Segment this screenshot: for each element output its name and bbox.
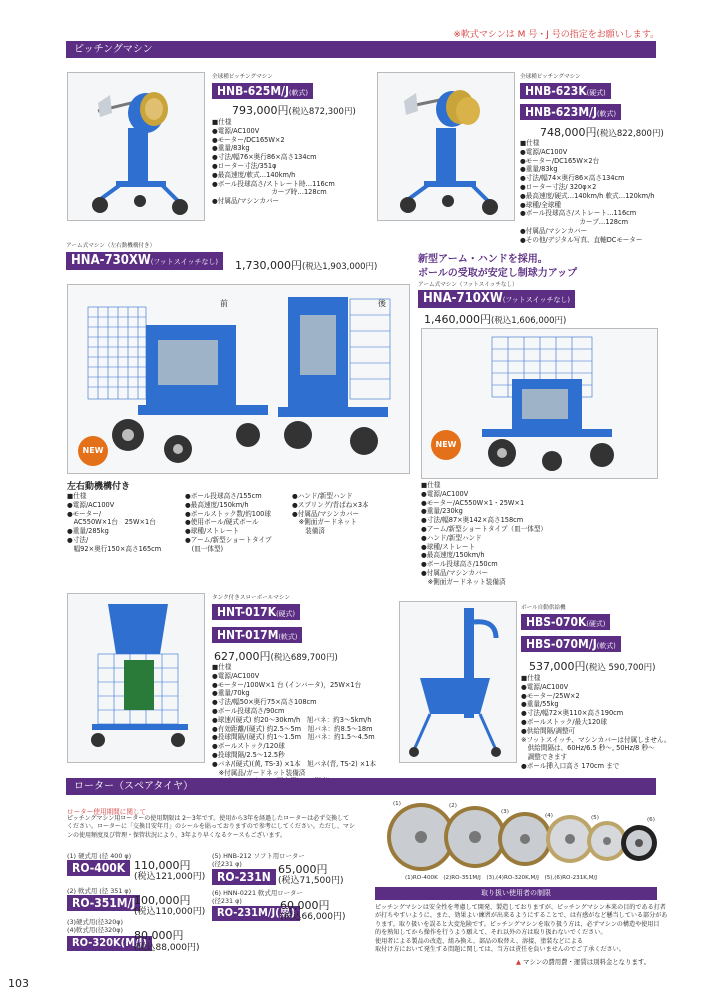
hbs070-spec-line: ●寸法/幅72×奥110×高さ190cm: [521, 709, 624, 718]
hbs070k-variant: (硬式): [586, 620, 606, 628]
ro351mj-badge: RO-351M/J: [67, 895, 140, 911]
hna730-spec-line: ●寸法/: [67, 535, 89, 544]
hnb623-spec-line: ●ローター寸法/ 320φ×2: [520, 182, 597, 191]
ro320-tax: (税込88,000円): [134, 943, 200, 953]
hna710-spec-line: ●ボール投球高さ/150cm: [421, 560, 498, 569]
hna730-spec-line: ●電源/AC100V: [67, 500, 115, 509]
hna730-specs-col3: [292, 492, 369, 536]
hnb625-spec-line: ●ボール投球高さ/ストレート時…116cm: [212, 179, 335, 188]
hbs070k-badge: [521, 614, 610, 630]
hnb625-model: HNB-625M/J: [217, 84, 290, 98]
hnt017-tax-price: (税込689,700円): [270, 653, 338, 663]
hbs070-spec-line: ●ボールストック/最大120球: [521, 717, 607, 726]
hnb623-photo: [377, 72, 515, 221]
wheel-caption: (1)RO-400K (2)RO-351M/J (3),(4)RO-320K,M/J (5),(6)RO-231K,M/J: [405, 875, 598, 881]
hna730-variant: (フットスイッチなし): [150, 258, 218, 266]
hnt017-spec-line: ●球速/(硬式) 約20～30km/h 旭バネ：約3～5km/h: [212, 715, 372, 724]
hnb625-spec-line: ●付属品/マシンカバー: [212, 197, 280, 206]
wheel-2: [444, 806, 506, 868]
hnb623mj-model: HNB-623M/J: [525, 105, 598, 119]
ro231mj-badge: RO-231M/J(黒): [212, 906, 300, 921]
hna710-headline2: ボールの受取が安定し制球力アップ: [418, 268, 578, 279]
hna710-model: HNA-710XW: [423, 291, 503, 306]
hna730-spec-line: ■仕様: [67, 492, 87, 500]
wheel-label-4: (4): [545, 813, 553, 819]
hnb625-type-label: 全球種ピッチングマシン: [212, 74, 273, 80]
ro320-desc2: (4)軟式用(径320φ): [67, 926, 124, 934]
hna730-spec-line: 幅92×奥行150×高さ165cm: [67, 544, 162, 553]
hbs070-spec-line: ●電源/AC100V: [521, 682, 569, 691]
wheel-label-5: (5): [591, 815, 599, 821]
notice-text: [375, 904, 667, 954]
hna710-headline1: 新型アーム・ハンドを採用。: [418, 254, 548, 265]
notice-title: 取り扱い使用者の制限: [375, 887, 657, 900]
roller-usage-line: ンの使用頻度及び管理・保管状況により、3年より早くなるケースもございます。: [67, 831, 287, 839]
hnt017-spec-line: ●ボール投球高さ/90cm: [212, 706, 285, 715]
hnt017-spec-line: ●電源/AC100V: [212, 671, 260, 680]
hna730-spec-line: ●モーター/: [67, 509, 102, 518]
hnb623-type-label: 全球種ピッチングマシン: [520, 74, 581, 80]
hnb623k-badge: [520, 83, 611, 99]
wheel-4: [546, 815, 594, 863]
hnt017m-variant: (軟式): [278, 633, 298, 641]
hbs070-spec-line: ●供給間隔/調整可: [521, 726, 576, 735]
hnt017m-model: HNT-017M: [217, 628, 279, 642]
hna730-front-label: 前: [220, 299, 228, 308]
notice-warning: [516, 957, 650, 966]
hnt017-photo: [67, 593, 205, 763]
ro231n-price: 65,000円: [278, 863, 328, 876]
hna710-spec-line: ■仕様: [421, 481, 441, 489]
hna710-type-label: アーム式マシン（フットスイッチなし）: [418, 282, 518, 288]
hna730-price: 1,730,000円: [235, 259, 302, 272]
ro231n-badge: RO-231N: [212, 869, 276, 885]
ro320-price: 80,000円: [134, 929, 184, 942]
hnb623-spec-line: ●ボール投球高さ/ストレート…116cm: [520, 209, 637, 218]
notice-line: 取付け方において発生する問題に関しては、当方は責任を負いませんのでご了承ください。: [375, 946, 625, 954]
warning-icon: ▲: [516, 958, 521, 966]
hnb623mj-variant: (軟式): [597, 110, 616, 118]
hnb625-spec-line: カーブ時…128cm: [212, 188, 327, 197]
notice-line: が打ちやすいように、また、効果よい練習が出来るようにすることで、は有感がなど懸当している部分があ: [375, 912, 668, 920]
hna710-spec-line: ●ハンド/新型ハンド: [421, 533, 482, 542]
roller-usage-title: ローター使用期間に関して: [67, 808, 147, 816]
hna710-photo: [421, 328, 658, 479]
ro351mj-desc: (2) 軟式用 (径 351 φ): [67, 887, 132, 895]
hna730-spec-line: ●重量/285kg: [67, 527, 109, 536]
hna730-caption: 左右動機構付き: [67, 482, 131, 492]
hnt017k-model: HNT-017K: [217, 605, 277, 619]
hbs070mj-variant: (軟式): [596, 642, 616, 650]
hnt017k-badge: [212, 604, 300, 620]
hnb625-price: 793,000円: [232, 104, 289, 117]
hnb625-photo: [67, 72, 205, 221]
ro231n-desc: (5) HNB-212 ソフト用ローター: [212, 852, 305, 860]
hbs070-spec-line: 供給間隔は、60Hz/6.5 秒～, 50Hz/8 秒～: [521, 744, 655, 753]
hna710-spec-line: ●アーム/新型ショートタイプ（皿一体型）: [421, 524, 548, 533]
hbs070k-model: HBS-070K: [526, 615, 587, 629]
hnb623-specs: [520, 139, 654, 245]
ro320-badge: RO-320K(M/J): [67, 936, 152, 951]
wheel-5: [587, 821, 627, 861]
ro400k-tax: (税込121,000円): [134, 872, 206, 882]
hnb625-spec-line: ●最高速度/軟式…140km/h: [212, 170, 296, 179]
hnt017-spec-line: ●投球間隔/2.5～12.5秒: [212, 750, 285, 759]
hnb625-spec-line: ●寸法/幅76×奥行86×高さ134cm: [212, 153, 317, 162]
hna710-price-line: [424, 311, 566, 327]
hnb623-price-line: [540, 124, 664, 140]
hna710-new-badge: NEW: [431, 430, 461, 460]
hna730-spec-line: ●スプリング/青ばね×3本: [292, 500, 369, 509]
hnt017-spec-line: ※付属品/ガードネット装備済: [212, 768, 306, 777]
hnb623-spec-line: ●寸法/幅74×奥行86×高さ134cm: [520, 174, 625, 183]
hna730-price-line: [235, 257, 377, 273]
hnt017-spec-line: ●投球間隔/(硬式) 約1～1.5m 旭バネ：約1.5～4.5m: [212, 733, 375, 742]
hnb623-spec-line: カーブ…128cm: [520, 218, 629, 227]
hnb623-spec-line: ●その他/デジタル写真、直軸DCモーター: [520, 235, 643, 244]
hbs070-type-label: ボール自動供給機: [521, 605, 566, 611]
hnb625-spec-line: ■仕様: [212, 118, 232, 126]
hnt017-type-label: タンク付きスローボールマシン: [212, 595, 290, 601]
hna730-spec-line: ●使用ボール/硬式ボール: [185, 518, 259, 527]
ro231mj-desc2: (径231 φ): [212, 897, 242, 905]
hbs070-spec-line: ■仕様: [521, 674, 541, 682]
roller-usage-line: ください。ローターに「交換目安年月」のシールを貼っておりますので参考にしてください。ただし、マシ: [67, 823, 355, 831]
hnb623-spec-line: ●球種/全球種: [520, 200, 561, 209]
ro231mj-price: 60,000円: [280, 899, 330, 912]
hna730-spec-line: ●ボール投球高さ/155cm: [185, 492, 262, 500]
hbs070mj-model: HBS-070M/J: [526, 637, 597, 651]
hnb625-spec-line: ●ローター寸法/351φ: [212, 161, 277, 170]
hbs070-price: 537,000円: [529, 660, 586, 673]
hna730-spec-line: ●球種/ストレート: [185, 527, 240, 536]
ro231mj-desc: (6) HNN-0221 軟式用ローター: [212, 889, 303, 897]
hnt017-spec-line: ●重量/70kg: [212, 689, 250, 698]
ro400k-desc: (1) 硬式用 (径 400 φ): [67, 852, 132, 860]
hna710-spec-line: ※側面ガードネット装備済: [421, 577, 506, 586]
hna730-tax-price: (税込1,903,000円): [301, 262, 378, 272]
hna710-tax-price: (税込1,606,000円): [490, 316, 567, 326]
ro320-desc: (3)硬式用(径320φ): [67, 918, 124, 926]
ro400k-badge: RO-400K: [67, 860, 130, 876]
wheel-label-1: (1): [393, 801, 401, 807]
notice-line: ります。取り扱いを誤ると大変危険です。ピッチングマシンを取り扱う方は、必ずマシンの構造や使用目: [375, 920, 660, 928]
hna710-spec-line: ●最高速度/150km/h: [421, 551, 485, 560]
hnt017-spec-line: ●ボールストック/120球: [212, 742, 285, 751]
hna710-specs: [421, 481, 547, 587]
hnt017-specs: [212, 663, 376, 786]
hna730-back-label: 後: [378, 299, 386, 308]
wheel-3: [498, 812, 552, 866]
hnt017-spec-line: ■仕様: [212, 663, 232, 671]
wheel-label-3: (3): [501, 809, 509, 815]
hnb625-tax-price: (税込872,300円): [288, 107, 356, 117]
hna730-model-badge: [66, 252, 223, 270]
section-header-roller: ローター（スペアタイヤ）: [66, 778, 656, 795]
hna730-spec-line: ●付属品/マシンカバー: [292, 509, 360, 518]
hna730-type-label: アーム式マシン（左右動機構付き）: [66, 243, 156, 249]
hnb623-spec-line: ●最高速度/硬式…140km/h 軟式…120km/h: [520, 191, 655, 200]
hbs070-spec-line: ※フットスイッチ、マシンカバーは付属しません。: [521, 735, 671, 744]
hna730-specs-col2: [185, 492, 271, 554]
roller-wheels-image: [385, 797, 657, 883]
hna730-model: HNA-730XW: [71, 253, 151, 268]
hnt017-spec-line: ●有効距離/(硬式) 約2.5～5m 旭バネ：約8.5～18m: [212, 724, 373, 733]
ro351mj-tax: (税込110,000円): [134, 907, 206, 917]
hnb625-spec-line: ●モーター/DC165W×2: [212, 135, 285, 144]
hna730-spec-line: ※側面ガードネット: [292, 518, 357, 527]
hna710-spec-line: ●付属品/マシンカバー: [421, 568, 489, 577]
hbs070-spec-line: ●重量/55kg: [521, 700, 559, 709]
hna710-price: 1,460,000円: [424, 313, 491, 326]
hna730-spec-line: ●アーム/新型ショートタイプ: [185, 535, 272, 544]
notice-line: 的を熟知してから操作を行うよう願えて、それ以外の方は取り扱わないでください。: [375, 929, 607, 937]
hnb623-price: 748,000円: [540, 126, 597, 139]
wheel-label-2: (2): [449, 803, 457, 809]
hnb625-spec-line: ●電源/AC100V: [212, 126, 260, 135]
wheel-label-6: (6): [647, 817, 655, 823]
top-note: ※軟式マシンは M 号・J 号の指定をお願いします。: [453, 30, 659, 40]
ro231n-tax: (税込71,500円): [278, 876, 344, 886]
hna730-spec-line: ●ハンド/新型ハンド: [292, 492, 353, 500]
hnb625-variant: (軟式): [289, 89, 308, 97]
hbs070-spec-line: ●ボール挿入口高さ 170cm まで: [521, 761, 620, 770]
notice-line: ピッチングマシンは安全性を考慮して開発、製造しておりますが、ピッチングマシン本来の目的である打者: [375, 904, 666, 911]
hnb623mj-badge: [520, 104, 621, 120]
notice-warning-text: マシンの費用費・運賃は別料金となります。: [522, 958, 651, 966]
hnb623k-model: HNB-623K: [525, 84, 587, 98]
hna730-spec-line: AC550W×1台 25W×1台: [67, 518, 156, 527]
hbs070-spec-line: 調整できます: [521, 753, 568, 762]
hnb623-spec-line: ●電源/AC100V: [520, 147, 568, 156]
hbs070-price-line: [529, 658, 655, 674]
hnb623-spec-line: ●重量/83kg: [520, 165, 558, 174]
hnb623-spec-line: ●付属品/マシンカバー: [520, 226, 588, 235]
ro231mj-tax: (税込66,000円): [280, 912, 346, 922]
roller-usage-line: ピッチングマシン用ローターの使用期限は 2～3年です。使用から3年を経過したローターは必ず交換して: [67, 815, 350, 822]
hna710-variant: (フットスイッチなし): [502, 296, 570, 304]
hna730-spec-line: 装備済: [292, 527, 325, 536]
hnt017-spec-line: ●モーター/100W×1 台 (インバータ)，25W×1台: [212, 680, 362, 689]
hna730-specs-col1: [67, 492, 161, 554]
hna710-spec-line: ●電源/AC100V: [421, 489, 469, 498]
hna710-spec-line: ●寸法/幅87×奥142×高さ158cm: [421, 516, 524, 525]
hnt017k-variant: (硬式): [276, 610, 295, 618]
hnb623-spec-line: ■仕様: [520, 139, 540, 147]
hna730-new-badge: NEW: [78, 436, 108, 466]
hbs070-specs: [521, 674, 671, 771]
hnt017-price: 627,000円: [214, 650, 271, 663]
ro351mj-price: 100,000円: [134, 894, 191, 907]
hnb625-price-line: [232, 102, 356, 118]
hna710-spec-line: ●モーター/AC550W×1・25W×1: [421, 498, 525, 507]
hbs070-photo: [399, 601, 517, 763]
hnt017m-badge: [212, 627, 302, 643]
hna710-model-badge: [418, 290, 575, 308]
hna730-spec-line: ●ボールストック数/約100球: [185, 509, 271, 518]
hna710-spec-line: ●重量/230kg: [421, 507, 463, 516]
hnb623k-variant: (硬式): [586, 89, 606, 97]
hna730-spec-line: (皿一体型): [185, 544, 224, 553]
ro400k-price: 110,000円: [134, 859, 191, 872]
hnb623-tax-price: (税込822,800円): [596, 129, 664, 139]
hnt017-price-line: [214, 648, 338, 664]
wheel-6: [621, 825, 657, 861]
hnt017-spec-line: ●バネ/(硬式)(黄, TS-3) ×1本 旭バネ(青, TS-2) ×1本: [212, 759, 377, 768]
hbs070-tax-price: (税込 590,700円): [585, 663, 656, 673]
section-header-pitching: ピッチングマシン: [66, 41, 656, 58]
notice-line: 使用者による製品の改造、組み換え、部品の取替え、溶接、塗装などによる: [375, 937, 583, 945]
hbs070mj-badge: [521, 636, 621, 652]
roller-usage-text: [67, 815, 355, 840]
hnb625-spec-line: ●重量/83kg: [212, 144, 250, 153]
hna710-spec-line: ●球種/ストレート: [421, 542, 476, 551]
hna730-spec-line: ●最高速度/150km/h: [185, 500, 249, 509]
hna730-photo: [67, 284, 410, 474]
hnt017-spec-line: ●寸法/幅50×奥行75×高さ108cm: [212, 698, 317, 707]
hnb623-spec-line: ●モーター/DC165W×2台: [520, 156, 600, 165]
hbs070-spec-line: ●モーター/25W×2: [521, 691, 580, 700]
ro231n-desc2: (径231 φ): [212, 860, 242, 868]
page-number: 103: [8, 977, 29, 990]
hnb625-specs: [212, 118, 335, 206]
hnb625-model-badge: [212, 83, 313, 99]
